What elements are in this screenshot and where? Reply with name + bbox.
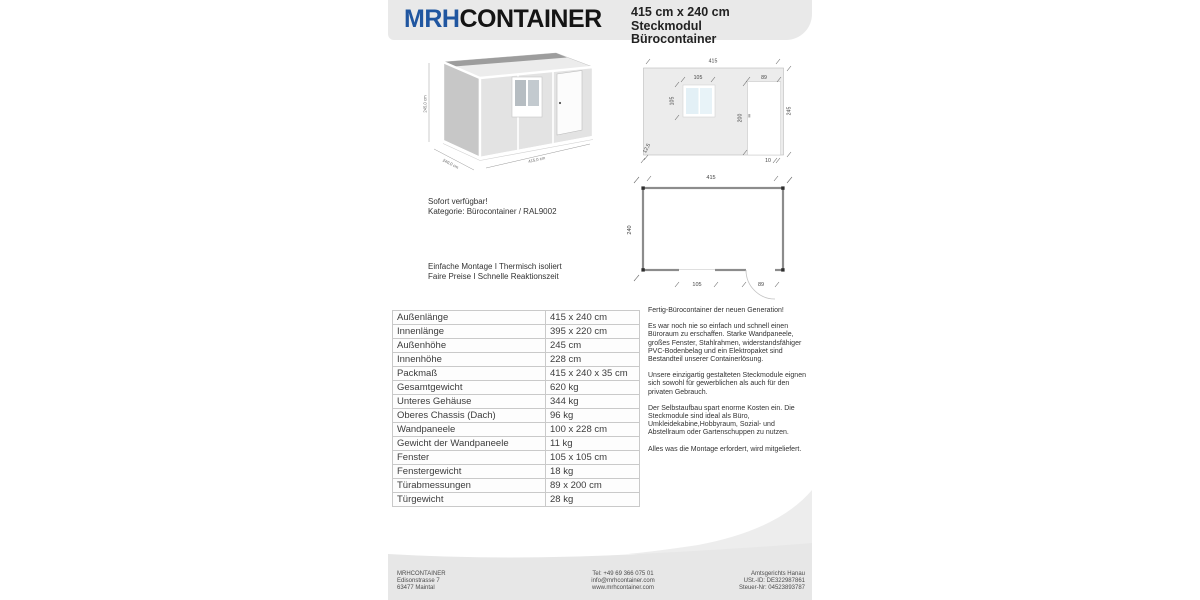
footer-website: www.mrhcontainer.com: [591, 585, 655, 591]
elevation-door-handle: [748, 114, 750, 118]
elevation-door: [748, 82, 781, 155]
spec-value: 100 x 228 cm: [546, 423, 640, 437]
spec-label: Gewicht der Wandpaneele: [393, 437, 546, 451]
page-title: [631, 6, 801, 47]
tick: [787, 177, 792, 183]
company-logo: [404, 4, 602, 34]
description-paragraph: Unsere einzigartig gestalteten Steckmodule eignen sich sowohl für gewerblichen als auch für den privaten Gebrauch.: [648, 372, 806, 396]
logo-part-mrh: MRH: [404, 5, 460, 33]
corner-marker: [641, 268, 644, 271]
elevation-dim-window-width: 105: [693, 75, 703, 81]
header-bar: [388, 0, 812, 46]
elevation-dim-total-width: 415: [708, 58, 718, 65]
spec-value: 415 x 240 cm: [546, 311, 640, 325]
spec-table-row: [393, 423, 640, 437]
spec-value: 28 kg: [546, 493, 640, 507]
footer-company-address: [397, 571, 446, 592]
floor-plan-drawing: [622, 168, 802, 300]
spec-table-row: [393, 367, 640, 381]
spec-label: Fenster: [393, 451, 546, 465]
floorplan-dim-window: 105: [692, 282, 702, 288]
tick: [634, 275, 639, 281]
footer-phone: Tel: +49 69 366 075 01: [592, 571, 654, 577]
tick: [787, 152, 791, 157]
footer-legal-info: [739, 571, 805, 592]
corner-marker: [641, 186, 644, 189]
elevation-dim-total-height: 245: [786, 106, 793, 116]
spec-label: Oberes Chassis (Dach): [393, 409, 546, 423]
footer-contact-info: [563, 571, 683, 592]
spec-label: Innenhöhe: [393, 353, 546, 367]
spec-value: 105 x 105 cm: [546, 451, 640, 465]
tick: [774, 176, 778, 181]
elevation-dim-door-height: 200: [737, 113, 744, 123]
page-title-line1: 415 cm x 240 cm Steckmodul: [631, 5, 730, 33]
spec-value: 620 kg: [546, 381, 640, 395]
tick: [675, 282, 679, 287]
elevation-window-pane-left: [686, 88, 699, 114]
tick: [714, 282, 718, 287]
footer-tax-number: Steuer-Nr: 04523893787: [738, 585, 805, 591]
footer-company-name: MRHCONTAINER: [397, 571, 446, 577]
spec-table-row: [393, 325, 640, 339]
floorplan-door-opening: [746, 267, 775, 272]
tick: [776, 59, 780, 64]
tick: [647, 176, 651, 181]
description-paragraph: Es war noch nie so einfach und schnell einen Büroraum zu erschaffen. Starke Wandpaneele, großes Fenster, Stahlrahmen, widerstandsfähiger PVC-Bodenbelag und ein Elektropaket sind Bestandteil unserer Containerlösung.: [648, 323, 802, 364]
datasheet-page: [388, 0, 812, 600]
spec-table-row: [393, 409, 640, 423]
spec-label: Unteres Gehäuse: [393, 395, 546, 409]
features-line1: Einfache Montage I Thermisch isoliert: [428, 262, 562, 271]
elevation-window-pane-right: [700, 88, 712, 114]
footer-vat-id: USt.-ID: DE322987861: [743, 578, 805, 584]
corner-marker: [781, 186, 784, 189]
floorplan-dim-width: 415: [706, 175, 716, 181]
availability-note: [428, 197, 557, 217]
spec-value: 96 kg: [546, 409, 640, 423]
spec-table-row: [393, 339, 640, 353]
floorplan-outline: [643, 188, 783, 270]
description-paragraph: Der Selbstaufbau spart enorme Kosten ein. Die Steckmodule sind ideal als Büro, Umkleidekabine,Hobbyraum, Sozial- und Abstellraum oder Gartenschuppen zu nutzen.: [648, 404, 795, 437]
spec-label: Außenhöhe: [393, 339, 546, 353]
corner-marker: [781, 268, 784, 271]
tick: [634, 177, 639, 183]
spec-label: Außenlänge: [393, 311, 546, 325]
dimension-label-height: 245,0 cm: [422, 95, 428, 113]
window-pane-left: [515, 80, 526, 106]
features-line2: Faire Preise I Schnelle Reaktionszeit: [428, 272, 559, 281]
spec-label: Wandpaneele: [393, 423, 546, 437]
description-paragraph: Alles was die Montage erfordert, wird mitgeliefert.: [648, 445, 802, 453]
spec-table-row: [393, 353, 640, 367]
footer-court: Amtsgerichts Hanau: [750, 571, 805, 577]
spec-value: 415 x 240 x 35 cm: [546, 367, 640, 381]
spec-label: Türgewicht: [393, 493, 546, 507]
tick: [787, 66, 791, 71]
window-pane-right: [528, 80, 539, 106]
elevation-dim-base-right: 10: [765, 158, 771, 164]
isometric-container-drawing: [420, 46, 605, 186]
spec-table-row: [393, 395, 640, 409]
product-description: [648, 307, 806, 462]
spec-table-row: [393, 311, 640, 325]
footer-email: info@mrhcontainer.com: [591, 578, 655, 584]
footer-company-city: 63477 Maintal: [397, 585, 435, 591]
spec-value: 228 cm: [546, 353, 640, 367]
availability-line2: Kategorie: Bürocontainer / RAL9002: [428, 207, 557, 216]
page-curl-shade: [628, 490, 812, 554]
elevation-dim-base-left: 12,5: [642, 142, 653, 155]
spec-label: Gesamtgewicht: [393, 381, 546, 395]
spec-value: 395 x 220 cm: [546, 325, 640, 339]
spec-value: 344 kg: [546, 395, 640, 409]
spec-value: 89 x 200 cm: [546, 479, 640, 493]
logo-part-container: CONTAINER: [459, 5, 602, 33]
spec-value: 245 cm: [546, 339, 640, 353]
description-paragraph: Fertig-Bürocontainer der neuen Generation!: [648, 307, 784, 314]
floorplan-dim-door: 89: [757, 282, 765, 288]
spec-label: Türabmessungen: [393, 479, 546, 493]
feature-highlights: [428, 262, 562, 282]
dimension-label-width: 415,0 cm: [527, 155, 546, 164]
footer-company-street: Edisonstrasse 7: [397, 578, 440, 584]
tick: [644, 155, 648, 160]
door-handle: [559, 102, 561, 104]
spec-label: Packmaß: [393, 367, 546, 381]
front-elevation-drawing: [640, 52, 798, 164]
page-title-line2: Bürocontainer: [631, 32, 717, 46]
spec-value: 18 kg: [546, 465, 640, 479]
tick: [742, 282, 746, 287]
floorplan-dim-depth: 240: [627, 225, 633, 235]
spec-label: Innenlänge: [393, 325, 546, 339]
elevation-dim-door-width: 89: [761, 75, 767, 81]
spec-table-row: [393, 381, 640, 395]
tick: [646, 59, 650, 64]
tick: [641, 158, 645, 163]
elevation-dim-window-height: 105: [669, 96, 676, 106]
spec-table-row: [393, 437, 640, 451]
spec-label: Fenstergewicht: [393, 465, 546, 479]
availability-line1: Sofort verfügbar!: [428, 197, 488, 206]
spec-value: 11 kg: [546, 437, 640, 451]
tick: [775, 282, 779, 287]
dimension-label-depth: 240,0 cm: [441, 157, 460, 170]
